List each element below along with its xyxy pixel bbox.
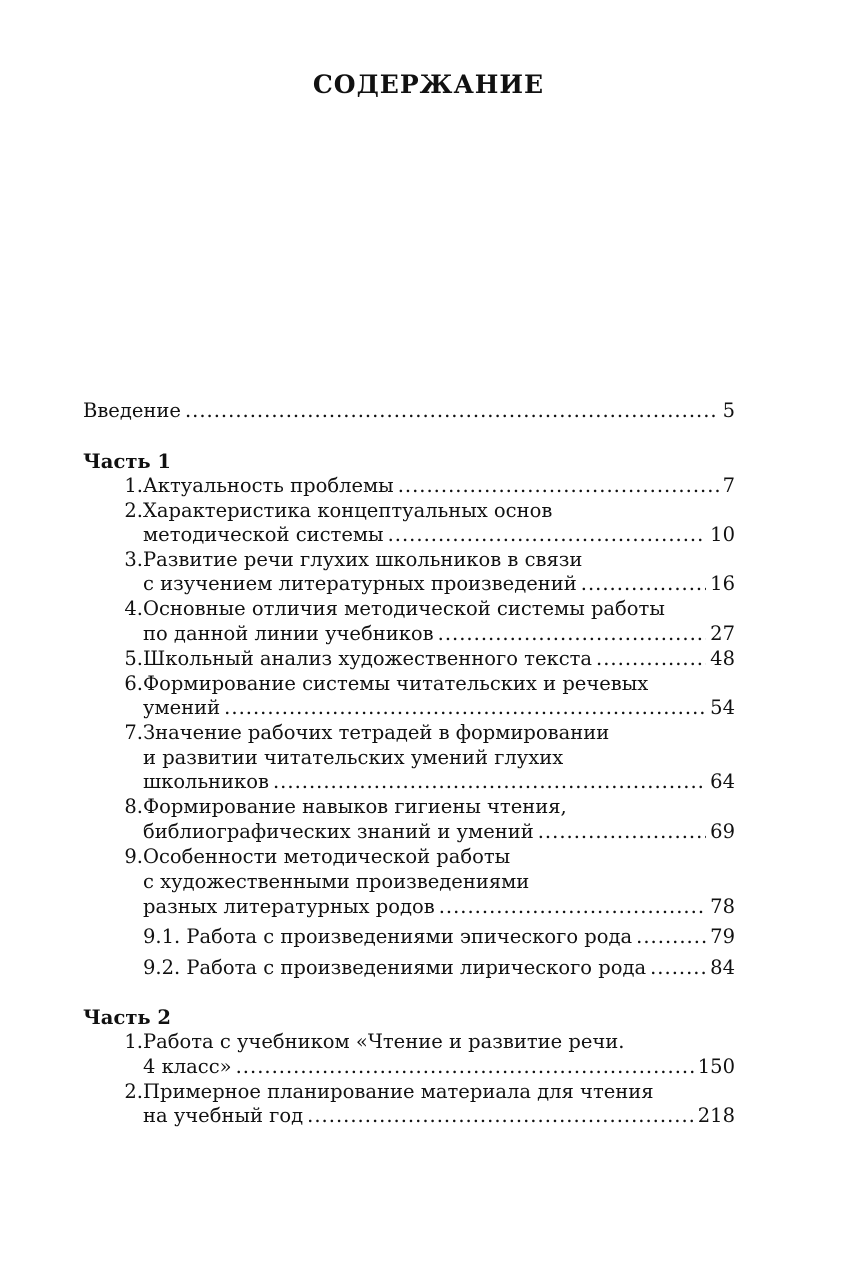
toc-entry-label: 9.2. Работа с произведениями лирического рода	[143, 956, 647, 979]
toc-item-number: 9.	[124, 845, 143, 868]
toc-entry-page: 78	[710, 895, 735, 918]
toc-entry	[143, 571, 735, 597]
toc-entry-label: Основные отличия методической системы работы	[143, 597, 665, 620]
toc-item-number: 7.	[124, 721, 143, 744]
leader-dots	[307, 1103, 694, 1129]
toc-item-number: 2.	[124, 1080, 143, 1103]
leader-dots	[388, 522, 707, 548]
part-heading: Часть 1	[83, 450, 171, 473]
toc-item-number: 1.	[124, 1030, 143, 1053]
toc-entry-label: с изучением литературных произведений	[143, 572, 577, 595]
toc-entry-label: Актуальность проблемы	[143, 474, 394, 497]
toc-entry-label: Значение рабочих тетрадей в формировании	[143, 721, 610, 744]
toc-entry-page: 218	[697, 1104, 735, 1127]
toc-entry-label: и развитии читательских умений глухих	[143, 746, 564, 769]
leader-dots	[438, 621, 707, 647]
page-title: СОДЕРЖАНИЕ	[312, 70, 545, 99]
toc-entry-page: 64	[710, 770, 735, 793]
toc-entry	[143, 769, 735, 795]
toc-entry-label: школьников	[143, 770, 269, 793]
toc-subentry	[143, 955, 735, 981]
leader-dots	[273, 769, 706, 795]
leader-dots	[398, 473, 719, 499]
leader-dots	[224, 695, 706, 721]
toc-entry	[143, 894, 735, 920]
toc-entry-label: 9.1. Работа с произведениями эпического рода	[143, 925, 633, 948]
toc-entry-page: 150	[697, 1055, 735, 1078]
toc-item-number: 8.	[124, 795, 143, 818]
leader-dots	[596, 646, 706, 672]
toc-entry-label: Введение	[83, 399, 181, 422]
toc-entry-label: библиографических знаний и умений	[143, 820, 534, 843]
leader-dots	[538, 819, 706, 845]
toc-entry-label: Примерное планирование материала для чтения	[143, 1080, 654, 1103]
toc-entry-label: Формирование навыков гигиены чтения,	[143, 795, 567, 818]
toc-entry	[143, 695, 735, 721]
toc-subentry	[143, 924, 735, 950]
leader-dots	[636, 924, 706, 950]
toc-entry-label: по данной линии учебников	[143, 622, 434, 645]
toc-entry	[143, 473, 735, 499]
toc-entry-page: 54	[710, 696, 735, 719]
toc-entry-page: 7	[722, 474, 735, 497]
toc-entry-label: 4 класс»	[143, 1055, 232, 1078]
leader-dots	[439, 894, 706, 920]
toc-item-number: 2.	[124, 499, 143, 522]
toc-entry-page: 5	[722, 399, 735, 422]
toc-entry-page: 84	[710, 956, 735, 979]
toc-entry-page: 79	[710, 925, 735, 948]
toc-entry	[143, 522, 735, 548]
toc-entry	[143, 819, 735, 845]
toc-entry-label: Школьный анализ художественного текста	[143, 647, 593, 670]
toc-entry-label: Особенности методической работы	[143, 845, 511, 868]
toc-entry-label: умений	[143, 696, 221, 719]
toc-entry-label: Характеристика концептуальных основ	[143, 499, 553, 522]
toc-entry-page: 69	[710, 820, 735, 843]
toc-entry-page: 27	[710, 622, 735, 645]
toc-entry-label: Формирование системы читательских и речевых	[143, 672, 649, 695]
toc-entry-label: методической системы	[143, 523, 384, 546]
toc-entry-label: с художественными произведениями	[143, 870, 530, 893]
leader-dots	[650, 955, 706, 981]
toc-entry	[143, 1054, 735, 1080]
toc-item-number: 1.	[124, 474, 143, 497]
part-heading: Часть 2	[83, 1006, 171, 1029]
toc-entry-page: 10	[710, 523, 735, 546]
toc-entry-page: 48	[710, 647, 735, 670]
toc-item-number: 3.	[124, 548, 143, 571]
toc-entry	[143, 621, 735, 647]
leader-dots	[185, 398, 719, 424]
toc-entry-label: разных литературных родов	[143, 895, 435, 918]
leader-dots	[236, 1054, 694, 1080]
toc-entry-page: 16	[710, 572, 735, 595]
toc-entry-label: Работа с учебником «Чтение и развитие речи.	[143, 1030, 625, 1053]
toc-entry-label: Развитие речи глухих школьников в связи	[143, 548, 583, 571]
toc-entry-intro	[83, 398, 735, 424]
toc-entry	[143, 646, 735, 672]
toc-entry	[143, 1103, 735, 1129]
toc-entry-label: на учебный год	[143, 1104, 304, 1127]
toc-item-number: 6.	[124, 672, 143, 695]
toc-item-number: 5.	[124, 647, 143, 670]
leader-dots	[581, 571, 706, 597]
toc-item-number: 4.	[124, 597, 143, 620]
